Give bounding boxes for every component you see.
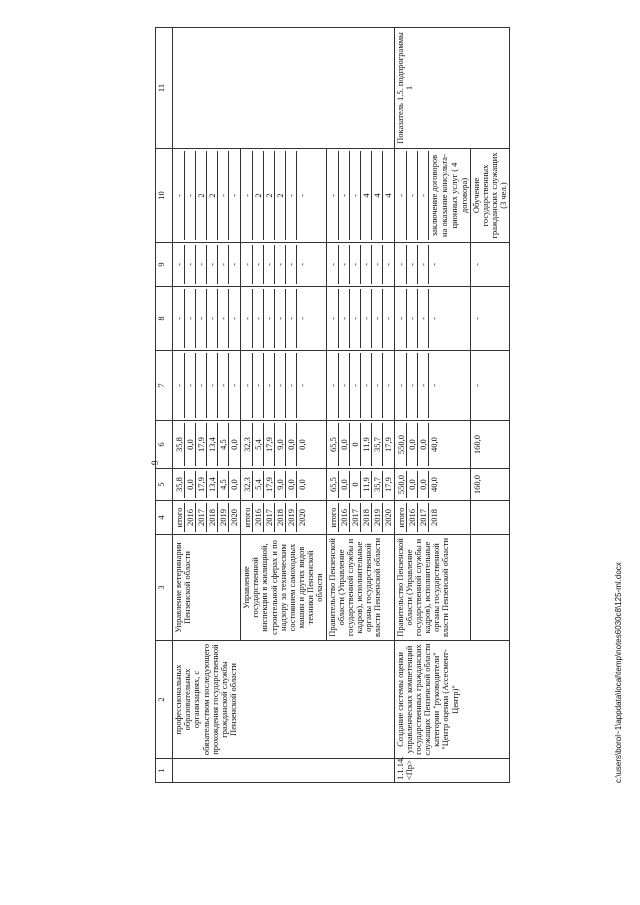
result-cell-value: - [418, 151, 429, 240]
total-cell-value: 11,9 [361, 471, 372, 498]
result-cell-value: 4 [372, 151, 383, 240]
result-cell [241, 149, 327, 243]
year-cell-value [472, 503, 482, 532]
extra-source-cell-value: - [407, 245, 418, 284]
file-path-footer: c:\users\borol~1\appdata\local\temp\notes6030c8\125-ml.docx [614, 562, 623, 783]
total-cell-value: 0,0 [297, 479, 307, 490]
measure-name: профессиональных образовательных организациях, с обязательством последующего прохождения государственной гражданской службы Пензенской области [173, 641, 395, 759]
year-cell-value: 2019 [372, 503, 383, 532]
extra-source-cell-value: - [297, 263, 307, 266]
other-source-cell-value: - [428, 317, 439, 320]
other-source-cell-value: - [407, 289, 418, 348]
extra-source-cell-value: - [218, 245, 229, 284]
total-cell-value: 35,7 [372, 471, 383, 498]
regional-budget-cell [326, 421, 394, 469]
result-cell-value: - [185, 151, 196, 240]
result-cell-value: - [286, 151, 297, 240]
regional-budget-cell-value: 0,0 [286, 423, 297, 466]
measure-name: Создание системы оценки управленческих компетенций государственных гражданских служащих Пензенской области категории "руководители" "Центр оценки (Ассесмент-Центр)" [394, 641, 510, 759]
result-cell-value: - [218, 151, 229, 240]
other-source-cell-value: - [196, 289, 207, 348]
table-body [173, 28, 510, 783]
year-cell-value: 2018 [207, 503, 218, 532]
year-cell-value: 2020 [229, 509, 239, 526]
regional-budget-cell-value: 0,0 [339, 423, 350, 466]
regional-budget-cell-value: 35,8 [174, 423, 185, 466]
measure-number [173, 759, 395, 783]
header-cell: 10 [156, 149, 173, 243]
extra-source-cell-value: - [253, 245, 264, 284]
federal-budget-cell-value: - [286, 353, 297, 418]
regional-budget-cell-value: 0,0 [229, 439, 239, 450]
federal-budget-cell-value: - [229, 384, 239, 387]
other-source-cell-value: - [218, 289, 229, 348]
total-cell [326, 469, 394, 501]
measures-table [155, 27, 510, 783]
other-source-cell [326, 287, 394, 351]
regional-budget-cell [394, 421, 470, 469]
total-cell [173, 469, 241, 501]
regional-budget-cell-value: 0,0 [407, 423, 418, 466]
total-cell-value: 0,0 [286, 471, 297, 498]
year-cell [326, 501, 394, 535]
regional-budget-cell-value: 0,0 [297, 439, 307, 450]
federal-budget-cell-value: - [361, 353, 372, 418]
result-cell-value: 2 [275, 151, 286, 240]
total-cell-value: 17,9 [196, 471, 207, 498]
result-cell [326, 149, 394, 243]
extra-source-cell-value: - [328, 245, 339, 284]
total-cell-value: 160,0 [471, 474, 482, 495]
other-source-cell [173, 287, 241, 351]
extra-source-cell-value: - [207, 245, 218, 284]
federal-budget-cell-value: - [196, 353, 207, 418]
year-cell-value: 2020 [382, 509, 393, 526]
total-cell [241, 469, 327, 501]
extra-source-cell [394, 243, 470, 287]
result-cell [173, 149, 241, 243]
regional-budget-cell-value: 40,0 [428, 437, 439, 452]
federal-budget-cell-value: - [264, 353, 275, 418]
other-source-cell-value: - [471, 317, 482, 320]
year-cell-value: итого [174, 503, 185, 532]
regional-budget-cell-value: 32,3 [242, 423, 253, 466]
federal-budget-cell-value: - [382, 384, 393, 387]
regional-budget-cell-value: 550,0 [396, 423, 407, 466]
page-number: 9 [150, 460, 160, 465]
federal-budget-cell-value: - [297, 384, 307, 387]
extra-source-cell-value: - [372, 245, 383, 284]
header-cell: 5 [156, 469, 173, 501]
result-cell-value: - [339, 151, 350, 240]
header-cell: 1 [156, 759, 173, 783]
other-source-cell-value: - [297, 317, 307, 320]
year-cell [470, 501, 510, 535]
total-cell-value: 35,8 [174, 471, 185, 498]
year-cell-value: итого [328, 503, 339, 532]
extra-source-cell-value: - [339, 245, 350, 284]
extra-source-cell-value: - [275, 245, 286, 284]
total-cell-value: 0,0 [418, 471, 429, 498]
federal-budget-cell [173, 351, 241, 421]
federal-budget-cell [241, 351, 327, 421]
extra-source-cell-value: - [264, 245, 275, 284]
other-source-cell-value: - [242, 289, 253, 348]
result-cell-value: - [242, 151, 253, 240]
regional-budget-cell-value: 17,9 [382, 437, 393, 452]
result-cell-value: - [297, 194, 307, 197]
year-cell-value: итого [396, 503, 407, 532]
year-cell-value: 2016 [407, 503, 418, 532]
federal-budget-cell-value: - [328, 353, 339, 418]
year-cell-value: 2017 [264, 503, 275, 532]
result-cell: Обучение государственных гражданских служащих (3 чел.) [470, 149, 510, 243]
extra-source-cell [241, 243, 327, 287]
other-source-cell-value: - [264, 289, 275, 348]
result-cell-value: - [350, 151, 361, 240]
year-cell [394, 501, 470, 535]
year-cell-value: 2016 [185, 503, 196, 532]
result-cell-value: 2 [264, 151, 275, 240]
other-source-cell-value: - [396, 289, 407, 348]
regional-budget-cell-value: 0 [350, 423, 361, 466]
federal-budget-cell-value: - [218, 353, 229, 418]
federal-budget-cell-value: - [275, 353, 286, 418]
extra-source-cell-value: - [242, 245, 253, 284]
executor-cell: Управление ветеринарии Пензенской области [173, 535, 241, 641]
total-cell-value: 17,9 [382, 477, 393, 492]
year-cell-value: 2016 [253, 503, 264, 532]
federal-budget-cell-value: - [396, 353, 407, 418]
total-cell [470, 469, 510, 501]
result-cell-value: заключение договоров на оказание консульта-ционных услуг ( 4 договора) [428, 154, 469, 237]
extra-source-cell-value: - [196, 245, 207, 284]
total-cell-value: 0,0 [229, 479, 239, 490]
extra-source-cell-value: - [396, 245, 407, 284]
total-cell-value: 17,9 [264, 471, 275, 498]
total-cell-value: 40,0 [428, 477, 439, 492]
extra-source-cell [470, 243, 510, 287]
total-cell-value: 13,4 [207, 471, 218, 498]
total-cell-value: 5,4 [253, 471, 264, 498]
result-cell-value: - [328, 151, 339, 240]
header-cell: 7 [156, 351, 173, 421]
regional-budget-cell [470, 421, 510, 469]
result-cell [394, 149, 470, 243]
other-source-cell-value: - [286, 289, 297, 348]
regional-budget-cell-value: 0,0 [185, 423, 196, 466]
total-cell-value: 65,5 [328, 471, 339, 498]
result-cell-value: - [396, 151, 407, 240]
result-cell-value: 2 [207, 151, 218, 240]
other-source-cell-value: - [372, 289, 383, 348]
regional-budget-cell-value: 65,5 [328, 423, 339, 466]
total-cell-value: 0,0 [339, 471, 350, 498]
result-cell-value: 2 [253, 151, 264, 240]
other-source-cell-value: - [382, 317, 393, 320]
year-cell [173, 501, 241, 535]
result-cell-value: - [229, 194, 239, 197]
total-cell-value: 32,3 [242, 471, 253, 498]
table-row [173, 28, 241, 783]
federal-budget-cell-value: - [207, 353, 218, 418]
regional-budget-cell-value: 17,9 [264, 423, 275, 466]
federal-budget-cell-value: - [471, 384, 482, 387]
federal-budget-cell [326, 351, 394, 421]
regional-budget-cell-value: 5,4 [253, 423, 264, 466]
other-source-cell-value: - [253, 289, 264, 348]
federal-budget-cell-value: - [428, 384, 439, 387]
year-cell-value: 2016 [339, 503, 350, 532]
program-table [155, 28, 600, 783]
result-cell-value: - [407, 151, 418, 240]
result-cell-value: 4 [382, 193, 393, 198]
extra-source-cell-value: - [382, 263, 393, 266]
header-cell: 3 [156, 535, 173, 641]
regional-budget-cell [173, 421, 241, 469]
year-cell-value: 2020 [297, 509, 307, 526]
federal-budget-cell-value: - [242, 353, 253, 418]
regional-budget-cell-value: 17,9 [196, 423, 207, 466]
regional-budget-cell-value: 0,0 [418, 423, 429, 466]
regional-budget-cell [241, 421, 327, 469]
federal-budget-cell-value: - [174, 353, 185, 418]
regional-budget-cell-value: 9,0 [275, 423, 286, 466]
executor-cell: Правительство Пензенской области (Управление государственной службы и кадров), исполнительные органы государственной власти Пензенской области [326, 535, 394, 641]
year-cell-value: итого [242, 503, 253, 532]
year-cell-value: 2019 [286, 503, 297, 532]
federal-budget-cell [470, 351, 510, 421]
extra-source-cell-value: - [185, 245, 196, 284]
other-source-cell-value: - [339, 289, 350, 348]
regional-budget-cell-value: 11,9 [361, 423, 372, 466]
header-cell: 8 [156, 287, 173, 351]
other-source-cell-value: - [361, 289, 372, 348]
year-cell-value: 2018 [428, 509, 439, 526]
result-cell-value: 2 [196, 151, 207, 240]
total-cell-value: 550,0 [396, 471, 407, 498]
other-source-cell-value: - [174, 289, 185, 348]
header-row [156, 28, 173, 783]
header-cell: 2 [156, 641, 173, 759]
regional-budget-cell-value: 35,7 [372, 423, 383, 466]
total-cell-value: 0 [350, 471, 361, 498]
year-cell [241, 501, 327, 535]
other-source-cell-value: - [207, 289, 218, 348]
table-row [394, 28, 470, 783]
year-cell-value: 2018 [275, 503, 286, 532]
header-cell: 9 [156, 243, 173, 287]
federal-budget-cell-value: - [253, 353, 264, 418]
executor-cell: Правительство Пензенской области (Управление государственной службы и кадров), исполнительные органы государственной власти Пензенской области [394, 535, 470, 641]
federal-budget-cell-value: - [350, 353, 361, 418]
header-cell: 11 [156, 28, 173, 149]
regional-budget-cell-value: 13,4 [207, 423, 218, 466]
other-source-cell-value: - [350, 289, 361, 348]
total-cell-value: 4,5 [218, 471, 229, 498]
federal-budget-cell-value: - [339, 353, 350, 418]
regional-budget-cell-value: 4,5 [218, 423, 229, 466]
other-source-cell-value: - [229, 317, 239, 320]
year-cell-value: 2017 [196, 503, 207, 532]
year-cell-value: 2018 [361, 503, 372, 532]
executor-cell: Управление государственной инспекции в жилищной, строительной сферах и по надзору за техническим состоянием самоходных машин и других видов техники Пензенской области [241, 535, 327, 641]
other-source-cell [241, 287, 327, 351]
extra-source-cell [326, 243, 394, 287]
result-cell-value: - [174, 151, 185, 240]
extra-source-cell-value: - [286, 245, 297, 284]
total-cell-value: 9,0 [275, 471, 286, 498]
other-source-cell [470, 287, 510, 351]
executor-cell [470, 535, 510, 641]
year-cell-value: 2017 [350, 503, 361, 532]
total-cell-value: 0,0 [185, 471, 196, 498]
extra-source-cell-value: - [174, 245, 185, 284]
other-source-cell [394, 287, 470, 351]
extra-source-cell-value: - [428, 263, 439, 266]
header-cell: 6 [156, 421, 173, 469]
extra-source-cell-value: - [361, 245, 372, 284]
measure-number: 1.1.14. <Пр> [394, 759, 510, 783]
federal-budget-cell-value: - [372, 353, 383, 418]
extra-source-cell-value: - [229, 263, 239, 266]
extra-source-cell-value: - [471, 263, 482, 266]
other-source-cell-value: - [328, 289, 339, 348]
federal-budget-cell-value: - [407, 353, 418, 418]
federal-budget-cell-value: - [185, 353, 196, 418]
other-source-cell-value: - [418, 289, 429, 348]
result-cell-value: 4 [361, 151, 372, 240]
year-cell-value: 2019 [218, 503, 229, 532]
regional-budget-cell-value: 160,0 [471, 434, 482, 455]
federal-budget-cell [394, 351, 470, 421]
federal-budget-cell-value: - [418, 353, 429, 418]
indicator-cell [173, 28, 395, 149]
indicator-cell: Показатель 1.5. подпрограммы 1 [394, 28, 510, 149]
other-source-cell-value: - [275, 289, 286, 348]
total-cell [394, 469, 470, 501]
extra-source-cell [173, 243, 241, 287]
extra-source-cell-value: - [350, 245, 361, 284]
header-cell: 4 [156, 501, 173, 535]
year-cell-value: 2017 [418, 503, 429, 532]
extra-source-cell-value: - [418, 245, 429, 284]
total-cell-value: 0,0 [407, 471, 418, 498]
other-source-cell-value: - [185, 289, 196, 348]
